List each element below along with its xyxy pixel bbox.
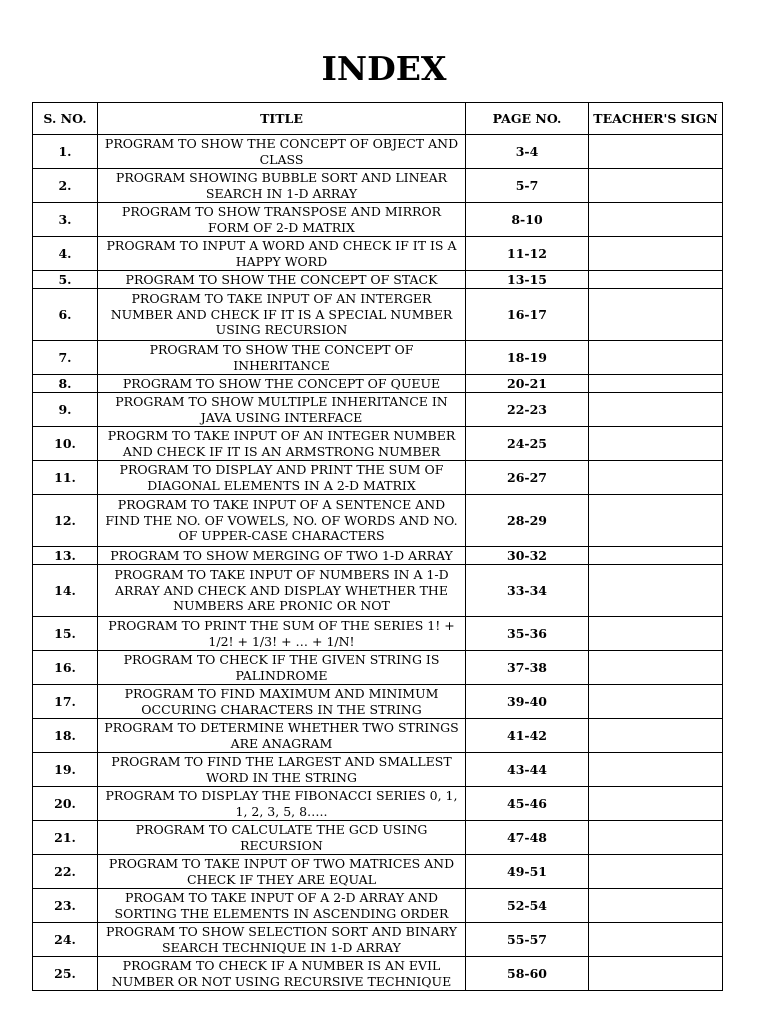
row-page: 58-60 bbox=[466, 957, 589, 991]
row-sno: 14. bbox=[33, 565, 98, 617]
table-row bbox=[33, 461, 723, 495]
row-sno: 25. bbox=[33, 957, 98, 991]
table-row bbox=[33, 753, 723, 787]
row-sign bbox=[589, 685, 723, 719]
row-sign bbox=[589, 237, 723, 271]
row-sign bbox=[589, 651, 723, 685]
row-sno: 7. bbox=[33, 341, 98, 375]
row-sno: 6. bbox=[33, 289, 98, 341]
row-title: PROGRAM TO SHOW THE CONCEPT OF QUEUE bbox=[98, 375, 466, 393]
row-sno: 1. bbox=[33, 135, 98, 169]
header-row bbox=[33, 103, 723, 135]
table-row bbox=[33, 495, 723, 547]
row-page: 16-17 bbox=[466, 289, 589, 341]
row-sign bbox=[589, 461, 723, 495]
row-sign bbox=[589, 341, 723, 375]
row-sign bbox=[589, 495, 723, 547]
row-sno: 20. bbox=[33, 787, 98, 821]
row-page: 22-23 bbox=[466, 393, 589, 427]
row-page: 45-46 bbox=[466, 787, 589, 821]
row-sign bbox=[589, 203, 723, 237]
table-row bbox=[33, 341, 723, 375]
table-row bbox=[33, 821, 723, 855]
row-page: 43-44 bbox=[466, 753, 589, 787]
row-sign bbox=[589, 787, 723, 821]
table-row bbox=[33, 719, 723, 753]
page-title: INDEX bbox=[321, 49, 447, 88]
row-title: PROGRAM TO INPUT A WORD AND CHECK IF IT IS A HAPPY WORD bbox=[98, 237, 466, 271]
row-sign bbox=[589, 427, 723, 461]
row-page: 8-10 bbox=[466, 203, 589, 237]
row-sno: 23. bbox=[33, 889, 98, 923]
row-page: 33-34 bbox=[466, 565, 589, 617]
table-row bbox=[33, 855, 723, 889]
row-title: PROGRAM TO CHECK IF THE GIVEN STRING IS PALINDROME bbox=[98, 651, 466, 685]
row-page: 28-29 bbox=[466, 495, 589, 547]
row-sign bbox=[589, 547, 723, 565]
header-sign: TEACHER'S SIGN bbox=[589, 103, 723, 135]
row-sno: 13. bbox=[33, 547, 98, 565]
row-sno: 12. bbox=[33, 495, 98, 547]
row-page: 24-25 bbox=[466, 427, 589, 461]
row-title: PROGRAM TO SHOW TRANSPOSE AND MIRROR FORM OF 2-D MATRIX bbox=[98, 203, 466, 237]
row-sign bbox=[589, 289, 723, 341]
header-sno: S. NO. bbox=[33, 103, 98, 135]
row-page: 55-57 bbox=[466, 923, 589, 957]
table-row bbox=[33, 271, 723, 289]
row-page: 13-15 bbox=[466, 271, 589, 289]
row-sign bbox=[589, 719, 723, 753]
row-sign bbox=[589, 271, 723, 289]
row-page: 47-48 bbox=[466, 821, 589, 855]
header-title: TITLE bbox=[98, 103, 466, 135]
row-sno: 18. bbox=[33, 719, 98, 753]
row-sign bbox=[589, 889, 723, 923]
table-row bbox=[33, 427, 723, 461]
row-title: PROGRAM TO SHOW SELECTION SORT AND BINARY SEARCH TECHNIQUE IN 1-D ARRAY bbox=[98, 923, 466, 957]
table-row bbox=[33, 957, 723, 991]
row-page: 35-36 bbox=[466, 617, 589, 651]
row-page: 3-4 bbox=[466, 135, 589, 169]
row-title: PROGRAM TO TAKE INPUT OF TWO MATRICES AND CHECK IF THEY ARE EQUAL bbox=[98, 855, 466, 889]
row-sign bbox=[589, 821, 723, 855]
row-sno: 16. bbox=[33, 651, 98, 685]
row-sno: 17. bbox=[33, 685, 98, 719]
row-page: 26-27 bbox=[466, 461, 589, 495]
table-row bbox=[33, 237, 723, 271]
row-page: 39-40 bbox=[466, 685, 589, 719]
row-title: PROGRAM TO TAKE INPUT OF NUMBERS IN A 1-D ARRAY AND CHECK AND DISPLAY WHETHER THE NUMBERS ARE PRONIC OR NOT bbox=[98, 565, 466, 617]
row-page: 18-19 bbox=[466, 341, 589, 375]
table-row bbox=[33, 135, 723, 169]
table-row bbox=[33, 375, 723, 393]
row-title: PROGRAM TO SHOW MERGING OF TWO 1-D ARRAY bbox=[98, 547, 466, 565]
row-sign bbox=[589, 957, 723, 991]
row-sno: 21. bbox=[33, 821, 98, 855]
row-title: PROGRAM SHOWING BUBBLE SORT AND LINEAR SEARCH IN 1-D ARRAY bbox=[98, 169, 466, 203]
index-table bbox=[32, 102, 723, 991]
row-page: 41-42 bbox=[466, 719, 589, 753]
row-title: PROGRAM TO SHOW MULTIPLE INHERITANCE IN JAVA USING INTERFACE bbox=[98, 393, 466, 427]
table-row bbox=[33, 787, 723, 821]
row-sno: 3. bbox=[33, 203, 98, 237]
table-row bbox=[33, 651, 723, 685]
row-sign bbox=[589, 565, 723, 617]
row-title: PROGRAM TO CHECK IF A NUMBER IS AN EVIL NUMBER OR NOT USING RECURSIVE TECHNIQUE bbox=[98, 957, 466, 991]
row-title: PROGRAM TO SHOW THE CONCEPT OF INHERITANCE bbox=[98, 341, 466, 375]
row-title: PROGRAM TO FIND THE LARGEST AND SMALLEST WORD IN THE STRING bbox=[98, 753, 466, 787]
row-title: PROGRAM TO SHOW THE CONCEPT OF OBJECT AND CLASS bbox=[98, 135, 466, 169]
row-sign bbox=[589, 753, 723, 787]
row-page: 20-21 bbox=[466, 375, 589, 393]
table-row bbox=[33, 393, 723, 427]
row-page: 49-51 bbox=[466, 855, 589, 889]
row-title: PROGRAM TO FIND MAXIMUM AND MINIMUM OCCURING CHARACTERS IN THE STRING bbox=[98, 685, 466, 719]
row-sno: 24. bbox=[33, 923, 98, 957]
row-sno: 8. bbox=[33, 375, 98, 393]
row-title: PROGRAM TO DISPLAY AND PRINT THE SUM OF DIAGONAL ELEMENTS IN A 2-D MATRIX bbox=[98, 461, 466, 495]
row-title: PROGRAM TO PRINT THE SUM OF THE SERIES 1! + 1/2! + 1/3! + … + 1/N! bbox=[98, 617, 466, 651]
row-title: PROGRM TO TAKE INPUT OF AN INTEGER NUMBER AND CHECK IF IT IS AN ARMSTRONG NUMBER bbox=[98, 427, 466, 461]
row-title: PROGRAM TO CALCULATE THE GCD USING RECURSION bbox=[98, 821, 466, 855]
row-sno: 2. bbox=[33, 169, 98, 203]
row-sno: 15. bbox=[33, 617, 98, 651]
row-sign bbox=[589, 135, 723, 169]
row-sign bbox=[589, 375, 723, 393]
row-page: 37-38 bbox=[466, 651, 589, 685]
row-sign bbox=[589, 923, 723, 957]
row-sign bbox=[589, 855, 723, 889]
table-row bbox=[33, 169, 723, 203]
row-title: PROGRAM TO SHOW THE CONCEPT OF STACK bbox=[98, 271, 466, 289]
row-title: PROGRAM TO DETERMINE WHETHER TWO STRINGS ARE ANAGRAM bbox=[98, 719, 466, 753]
row-sno: 11. bbox=[33, 461, 98, 495]
row-sno: 22. bbox=[33, 855, 98, 889]
table-row bbox=[33, 203, 723, 237]
row-title: PROGAM TO TAKE INPUT OF A 2-D ARRAY AND SORTING THE ELEMENTS IN ASCENDING ORDER bbox=[98, 889, 466, 923]
row-sign bbox=[589, 393, 723, 427]
row-sno: 10. bbox=[33, 427, 98, 461]
row-page: 5-7 bbox=[466, 169, 589, 203]
header-page: PAGE NO. bbox=[466, 103, 589, 135]
table-row bbox=[33, 685, 723, 719]
row-sno: 9. bbox=[33, 393, 98, 427]
row-sign bbox=[589, 617, 723, 651]
table-row bbox=[33, 289, 723, 341]
row-sno: 19. bbox=[33, 753, 98, 787]
row-sign bbox=[589, 169, 723, 203]
row-page: 52-54 bbox=[466, 889, 589, 923]
index-body bbox=[33, 135, 723, 991]
table-row bbox=[33, 547, 723, 565]
table-row bbox=[33, 565, 723, 617]
table-row bbox=[33, 889, 723, 923]
row-title: PROGRAM TO TAKE INPUT OF AN INTERGER NUMBER AND CHECK IF IT IS A SPECIAL NUMBER USING RECURSION bbox=[98, 289, 466, 341]
row-sno: 5. bbox=[33, 271, 98, 289]
row-page: 11-12 bbox=[466, 237, 589, 271]
row-page: 30-32 bbox=[466, 547, 589, 565]
table-row bbox=[33, 923, 723, 957]
table-row bbox=[33, 617, 723, 651]
row-sno: 4. bbox=[33, 237, 98, 271]
row-title: PROGRAM TO DISPLAY THE FIBONACCI SERIES 0, 1, 1, 2, 3, 5, 8….. bbox=[98, 787, 466, 821]
row-title: PROGRAM TO TAKE INPUT OF A SENTENCE AND FIND THE NO. OF VOWELS, NO. OF WORDS AND NO. OF UPPER-CASE CHARACTERS bbox=[98, 495, 466, 547]
